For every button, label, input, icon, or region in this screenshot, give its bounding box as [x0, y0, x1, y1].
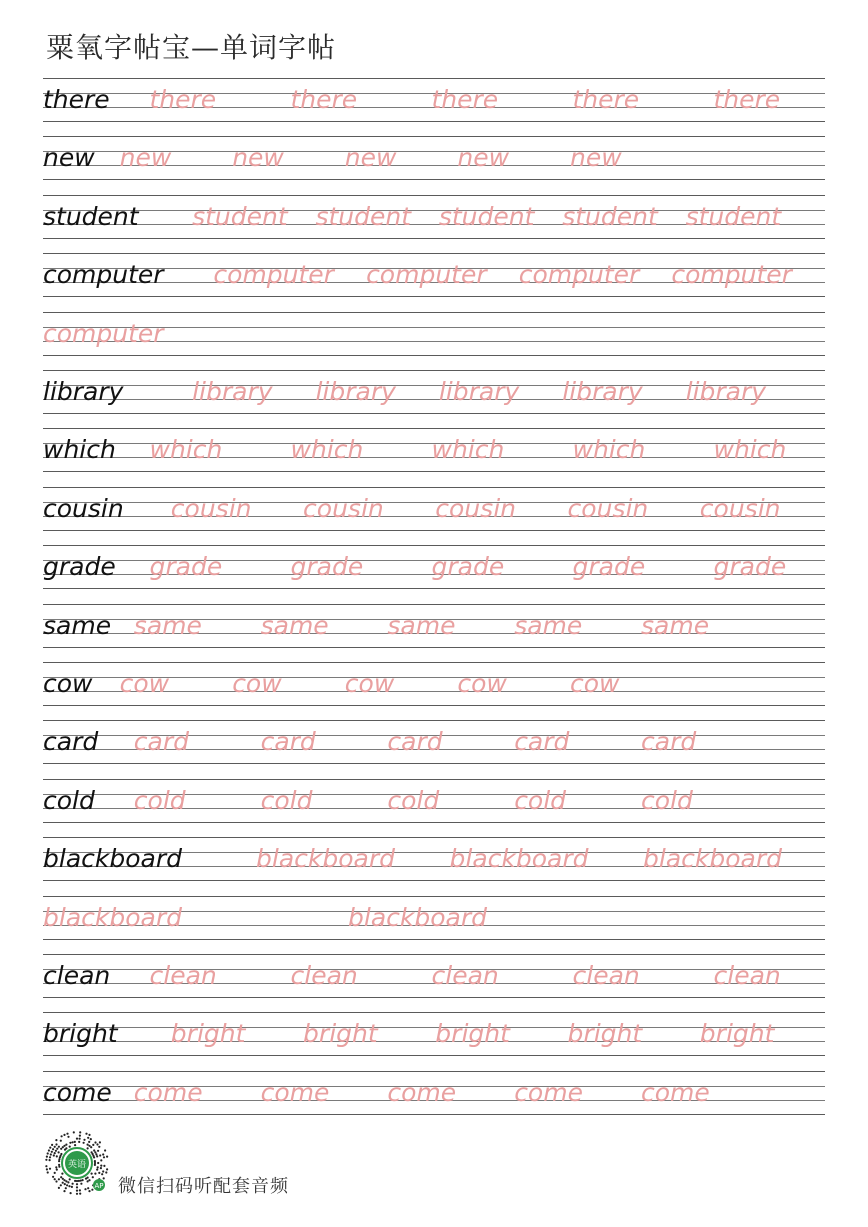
trace-word: library: [315, 377, 396, 406]
ruled-line: [43, 530, 825, 531]
ruled-line: [43, 355, 825, 356]
ruled-line: [43, 78, 825, 79]
trace-word: cold: [514, 785, 567, 815]
model-word: new: [43, 143, 95, 173]
trace-word: clean: [572, 961, 640, 990]
trace-word: grade: [149, 552, 223, 582]
qr-code-icon: [42, 1128, 112, 1198]
trace-word: clean: [431, 961, 499, 990]
trace-word: cow: [457, 669, 507, 698]
trace-word: computer: [366, 260, 487, 290]
footer-caption: 微信扫码听配套音频: [118, 1176, 289, 1197]
model-word: come: [43, 1077, 112, 1107]
practice-row: [43, 896, 825, 940]
practice-row: [43, 253, 825, 297]
trace-word: cold: [641, 785, 693, 815]
ruled-line: [43, 195, 825, 196]
trace-word: grade: [572, 552, 646, 582]
trace-word: come: [514, 1077, 583, 1107]
trace-word: cow: [344, 669, 395, 698]
trace-word: student: [315, 201, 412, 231]
model-word: there: [43, 85, 110, 114]
trace-word: which: [713, 435, 787, 465]
practice-row: [43, 312, 825, 356]
model-word: clean: [43, 961, 111, 990]
ruled-line: [43, 428, 825, 429]
trace-word: blackboard: [643, 844, 782, 874]
trace-word: new: [570, 143, 622, 173]
trace-word: blackboard: [43, 902, 182, 932]
practice-row: [43, 662, 825, 706]
trace-word: blackboard: [348, 902, 487, 932]
practice-row: [43, 136, 825, 180]
ruled-line: [43, 1012, 825, 1013]
practice-row: [43, 954, 825, 998]
ruled-line: [43, 136, 825, 137]
trace-word: student: [438, 201, 535, 231]
trace-word: which: [149, 435, 223, 465]
trace-word: cousin: [303, 493, 384, 523]
trace-word: there: [290, 85, 358, 114]
model-word: library: [43, 377, 124, 406]
trace-word: bright: [699, 1019, 775, 1049]
trace-word: cousin: [699, 493, 781, 523]
practice-row: [43, 1071, 825, 1115]
ruled-line: [43, 588, 825, 589]
ruled-line: [43, 312, 825, 313]
trace-word: same: [641, 610, 710, 640]
trace-word: come: [387, 1077, 457, 1107]
trace-word: clean: [149, 961, 217, 990]
trace-word: bright: [170, 1019, 246, 1049]
trace-word: card: [514, 727, 570, 757]
ruled-line: [43, 471, 825, 472]
trace-word: cow: [570, 669, 620, 698]
model-word: student: [43, 201, 139, 231]
trace-word: blackboard: [256, 844, 395, 874]
trace-word: student: [192, 201, 288, 231]
practice-row: [43, 720, 825, 764]
model-word: computer: [43, 260, 164, 290]
practice-row: [43, 195, 825, 239]
trace-word: new: [232, 143, 284, 173]
ruled-line: [43, 720, 825, 721]
trace-word: library: [438, 377, 520, 406]
ruled-line: [43, 604, 825, 605]
trace-word: grade: [713, 552, 787, 582]
practice-row: [43, 1012, 825, 1056]
trace-word: clean: [290, 961, 358, 990]
ruled-line: [43, 238, 825, 239]
trace-word: come: [641, 1077, 710, 1107]
model-word: same: [43, 610, 112, 640]
trace-word: blackboard: [449, 844, 589, 874]
trace-word: cousin: [435, 493, 516, 523]
trace-word: come: [133, 1077, 203, 1107]
model-word: grade: [43, 552, 116, 582]
model-word: card: [43, 727, 99, 757]
trace-word: which: [572, 435, 646, 465]
trace-word: bright: [435, 1019, 510, 1049]
trace-word: student: [562, 201, 658, 231]
trace-word: computer: [518, 260, 640, 290]
ruled-line: [43, 121, 825, 122]
model-word: cow: [43, 669, 93, 698]
trace-word: cold: [387, 785, 440, 815]
trace-word: card: [133, 727, 190, 757]
trace-word: cousin: [567, 493, 649, 523]
trace-word: new: [457, 143, 510, 173]
trace-word: library: [685, 377, 767, 406]
trace-word: card: [641, 727, 697, 757]
ruled-line: [43, 705, 825, 706]
trace-word: there: [431, 85, 499, 114]
model-word: which: [43, 435, 116, 465]
practice-row: [43, 370, 825, 414]
trace-word: bright: [303, 1019, 378, 1049]
trace-word: there: [572, 85, 640, 114]
trace-word: same: [133, 610, 202, 640]
trace-word: computer: [671, 260, 792, 290]
trace-word: there: [149, 85, 217, 114]
trace-word: computer: [213, 260, 334, 290]
ruled-line: [43, 779, 825, 780]
svg-text:AP: AP: [94, 1182, 104, 1190]
trace-word: card: [260, 727, 316, 757]
ruled-line: [43, 253, 825, 254]
ruled-line: [43, 880, 825, 881]
model-word: bright: [43, 1019, 118, 1049]
practice-row: [43, 779, 825, 823]
trace-word: cousin: [170, 493, 252, 523]
model-word: cousin: [43, 493, 124, 523]
trace-word: same: [260, 610, 329, 640]
practice-row: [43, 837, 825, 881]
trace-word: card: [387, 727, 443, 757]
ruled-line: [43, 296, 825, 297]
ruled-line: [43, 545, 825, 546]
practice-row: [43, 604, 825, 648]
model-word: cold: [43, 785, 95, 815]
trace-word: cold: [133, 785, 186, 815]
ruled-line: [43, 939, 825, 940]
practice-row: [43, 487, 825, 531]
trace-word: clean: [713, 961, 781, 990]
ruled-line: [43, 487, 825, 488]
ruled-line: [43, 179, 825, 180]
page-title: 粟氧字帖宝—单词字帖: [46, 31, 337, 64]
trace-word: computer: [43, 318, 164, 348]
trace-word: cow: [119, 669, 170, 698]
trace-word: grade: [290, 552, 364, 582]
qr-badge-label: 英语: [67, 1160, 87, 1170]
trace-word: come: [260, 1077, 330, 1107]
trace-word: cow: [232, 669, 282, 698]
practice-row: [43, 428, 825, 472]
ruled-line: [43, 837, 825, 838]
trace-word: new: [344, 143, 397, 173]
trace-word: which: [290, 435, 364, 465]
ruled-line: [43, 1071, 825, 1072]
trace-word: there: [713, 85, 781, 114]
model-word: blackboard: [43, 844, 182, 874]
ruled-line: [43, 1055, 825, 1056]
trace-word: new: [119, 143, 172, 173]
trace-word: same: [514, 610, 583, 640]
ruled-line: [43, 1114, 825, 1115]
trace-word: student: [685, 201, 782, 231]
ruled-line: [43, 413, 825, 414]
trace-word: which: [431, 435, 505, 465]
trace-word: bright: [567, 1019, 643, 1049]
ruled-line: [43, 997, 825, 998]
practice-row: [43, 545, 825, 589]
ruled-line: [43, 647, 825, 648]
ruled-line: [43, 822, 825, 823]
ruled-line: [43, 896, 825, 897]
trace-word: library: [562, 377, 643, 406]
ruled-line: [43, 662, 825, 663]
practice-row: [43, 78, 825, 122]
ruled-line: [43, 763, 825, 764]
trace-word: same: [387, 610, 456, 640]
ruled-line: [43, 370, 825, 371]
trace-word: grade: [431, 552, 505, 582]
ruled-line: [43, 954, 825, 955]
trace-word: cold: [260, 785, 313, 815]
trace-word: library: [192, 377, 273, 406]
